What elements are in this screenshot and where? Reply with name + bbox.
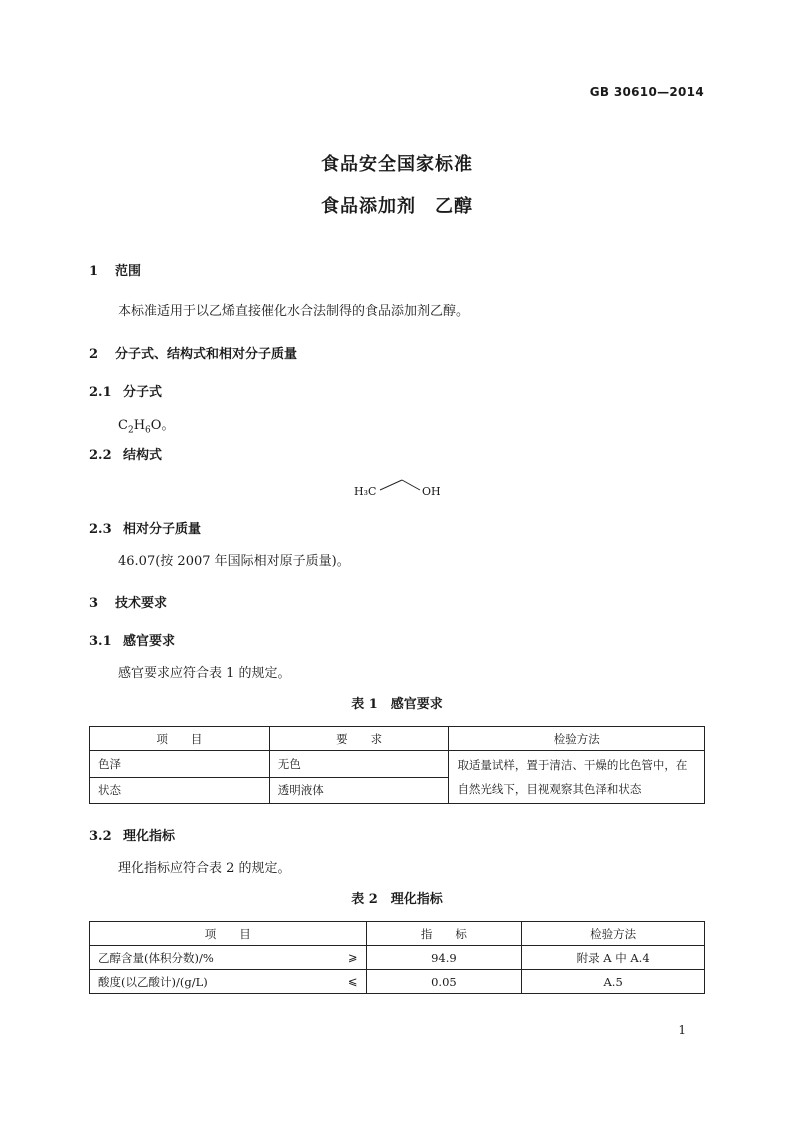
- section-2-3-text: 46.07(按 2007 年国际相对原子质量)。: [118, 554, 350, 569]
- table-header-cell: 检验方法: [522, 922, 705, 946]
- standard-code: GB 30610—2014: [589, 85, 704, 99]
- title-line-2: 食品添加剂 乙醇: [321, 196, 473, 217]
- table-cell: 附录 A 中 A.4: [522, 946, 705, 970]
- table-1: [89, 726, 705, 804]
- table-cell: 色泽: [90, 751, 270, 778]
- table-header-row: [90, 922, 705, 946]
- table-cell: 乙醇含量(体积分数)/% ⩾: [90, 946, 367, 970]
- table-header-cell: 项 目: [90, 727, 270, 751]
- table-cell: 状态: [90, 777, 270, 804]
- table-row: [90, 946, 705, 970]
- page-number: 1: [678, 1023, 686, 1037]
- section-1-text: 本标准适用于以乙烯直接催化水合法制得的食品添加剂乙醇。: [118, 304, 470, 319]
- table-row: [90, 751, 705, 778]
- table-header-cell: 指 标: [366, 922, 522, 946]
- table-header-cell: 要 求: [269, 727, 449, 751]
- table-cell: 94.9: [366, 946, 522, 970]
- section-3-2-heading: 3.2 理化指标: [89, 829, 176, 844]
- section-2-2-heading: 2.2 结构式: [89, 448, 163, 463]
- table-header-cell: 项 目: [90, 922, 367, 946]
- structure-right-group: OH: [422, 485, 441, 498]
- table-2: [89, 921, 705, 994]
- table-cell: 0.05: [366, 970, 522, 994]
- table-1-caption: 表 1 感官要求: [351, 697, 443, 712]
- section-1-heading: 1 范围: [89, 264, 142, 279]
- table-cell: A.5: [522, 970, 705, 994]
- section-2-heading: 2 分子式、结构式和相对分子质量: [89, 347, 298, 362]
- section-3-1-text: 感官要求应符合表 1 的规定。: [118, 666, 291, 681]
- title-line-1: 食品安全国家标准: [321, 154, 473, 175]
- section-2-1-heading: 2.1 分子式: [89, 385, 163, 400]
- table-header-row: [90, 727, 705, 751]
- table-cell: 透明液体: [269, 777, 449, 804]
- section-3-heading: 3 技术要求: [89, 596, 168, 611]
- table-cell: 酸度(以乙酸计)/(g/L) ⩽: [90, 970, 367, 994]
- table-header-cell: 检验方法: [449, 727, 705, 751]
- structural-formula: [340, 475, 460, 505]
- section-3-2-text: 理化指标应符合表 2 的规定。: [118, 861, 291, 876]
- section-3-1-heading: 3.1 感官要求: [89, 634, 176, 649]
- table-cell: 无色: [269, 751, 449, 778]
- table-cell-method: 取适量试样，置于清洁、干燥的比色管中，在自然光线下，目视观察其色泽和状态: [449, 751, 705, 804]
- structure-left-group: H₃C: [354, 485, 377, 498]
- section-2-3-heading: 2.3 相对分子质量: [89, 522, 202, 537]
- molecular-formula: $C_2H_6O$。: [118, 418, 175, 436]
- table-row: [90, 970, 705, 994]
- table-2-caption: 表 2 理化指标: [351, 892, 443, 907]
